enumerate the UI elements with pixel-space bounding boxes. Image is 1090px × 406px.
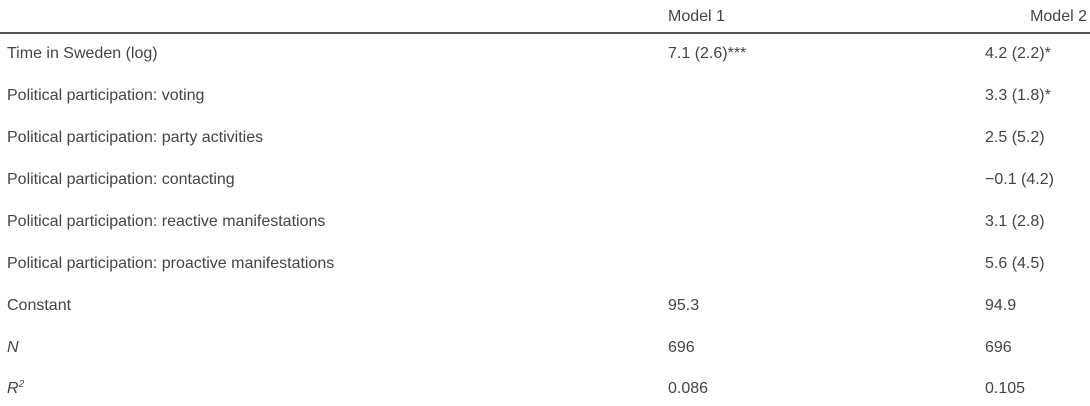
table-row bbox=[0, 287, 1090, 323]
table-header bbox=[0, 0, 1090, 34]
model-2-value: 0.105 bbox=[985, 380, 1026, 397]
row-label: Political participation: voting bbox=[7, 87, 205, 104]
model-2-value: 94.9 bbox=[985, 297, 1017, 314]
row-label: Time in Sweden (log) bbox=[7, 45, 158, 62]
row-label: Constant bbox=[7, 297, 72, 314]
model-1-value: 696 bbox=[668, 339, 695, 356]
column-header-model-1: Model 1 bbox=[668, 8, 725, 25]
table-row bbox=[0, 77, 1090, 113]
model-2-value: 2.5 (5.2) bbox=[985, 129, 1045, 146]
model-2-value: 5.6 (4.5) bbox=[985, 255, 1045, 272]
model-2-value: 3.1 (2.8) bbox=[985, 213, 1045, 230]
table-row bbox=[0, 329, 1090, 365]
model-2-value: 3.3 (1.8)* bbox=[985, 87, 1051, 104]
table-row bbox=[0, 119, 1090, 155]
row-label: Political participation: proactive manifestations bbox=[7, 255, 335, 272]
table-row bbox=[0, 35, 1090, 71]
table-row bbox=[0, 370, 1090, 406]
model-1-value: 95.3 bbox=[668, 297, 700, 314]
row-label: N bbox=[7, 339, 19, 356]
model-1-value: 0.086 bbox=[668, 380, 709, 397]
row-label: Political participation: contacting bbox=[7, 171, 235, 188]
table-row bbox=[0, 161, 1090, 197]
model-2-value: 696 bbox=[985, 339, 1012, 356]
row-label: Political participation: party activities bbox=[7, 129, 264, 146]
model-2-value: −0.1 (4.2) bbox=[985, 171, 1054, 188]
column-header-model-2: Model 2 bbox=[1030, 8, 1087, 25]
row-label bbox=[7, 379, 24, 399]
table-row bbox=[0, 245, 1090, 281]
r-squared-superscript: 2 bbox=[18, 379, 25, 390]
table-row bbox=[0, 203, 1090, 239]
model-2-value: 4.2 (2.2)* bbox=[985, 45, 1051, 62]
r-squared-base: R bbox=[7, 380, 19, 397]
row-label: Political participation: reactive manifestations bbox=[7, 213, 326, 230]
model-1-value: 7.1 (2.6)*** bbox=[668, 45, 747, 62]
